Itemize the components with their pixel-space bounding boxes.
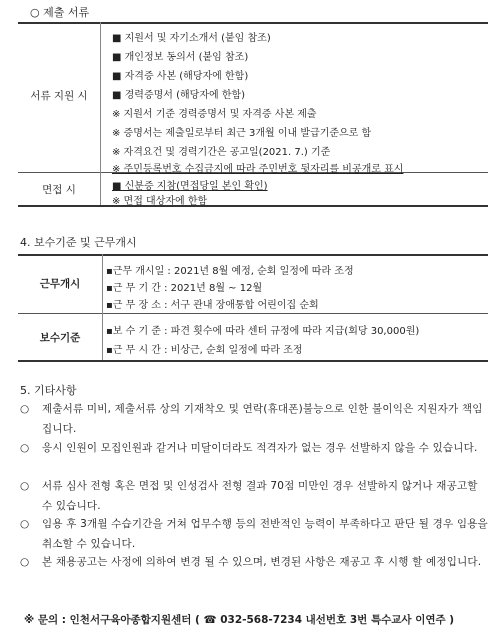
table-row-divider: [18, 313, 488, 314]
etc-item-text: 응시 인원이 모집인원과 같거나 미달이더라도 적격자가 없는 경우 선발하지 않을 수 있습니다.: [42, 442, 478, 454]
doc-line: ■ 자격증 사본 (해당자에 한함): [112, 71, 249, 82]
section5-header: 5. 기타사항: [20, 384, 77, 397]
table-column-divider: [100, 22, 101, 205]
doc-note-privacy: ※ 주민등록번호 수집금지에 따라 주민번호 뒷자리를 비공개로 표시: [112, 164, 404, 175]
doc-line: ■ 개인정보 동의서 (붙임 참조): [112, 52, 249, 63]
work-line: ▪근무 개시일 : 2021년 8월 예정, 순회 일정에 따라 조정: [106, 266, 354, 277]
etc-item: [20, 553, 488, 573]
table-column-divider: [102, 254, 103, 360]
submission-documents-header: ○ 제출 서류: [30, 6, 90, 19]
etc-item-text: 임용 후 3개월 수습기간을 거쳐 업무수행 등의 전반적인 능력이 부족하다고 판단 될 경우 임용을 취소할 수 있습니다.: [42, 518, 488, 550]
doc-note: ※ 지원서 기준 경력증명서 및 자격증 사본 제출: [112, 109, 317, 120]
interview-note: ※ 면접 대상자에 한함: [112, 196, 208, 207]
row-label-interview: 면접 시: [42, 184, 76, 196]
contact-info: ※ 문의 : 인천서구육아종합지원센터 ( ☎ 032-568-7234 내선번호 3번 특수교사 이연주 ): [24, 614, 455, 626]
table-top-border: [18, 254, 488, 256]
etc-item-text: 제출서류 미비, 제출서류 상의 기재착오 및 연락(휴대폰)불능으로 인한 불이익은 지원자가 책임집니다.: [42, 403, 483, 435]
table-top-border: [18, 22, 488, 24]
work-line: ▪근 무 기 간 : 2021년 8월 ~ 12월: [106, 283, 263, 294]
circle-bullet-icon: ○: [20, 556, 30, 568]
row-label-work-start: 근무개시: [39, 278, 81, 290]
etc-item: [20, 400, 488, 439]
etc-item: [20, 439, 488, 459]
doc-line: ■ 지원서 및 자기소개서 (붙임 참조): [112, 33, 271, 44]
doc-note: ※ 증명서는 제출일로부터 최근 3개월 이내 발급기준으로 함: [112, 128, 372, 139]
etc-item-text: 본 채용공고는 사정에 의하여 변경 될 수 있으며, 변경된 사항은 재공고 후 시행 할 예정입니다.: [42, 556, 482, 568]
interview-line: ■ 신분증 지참(면접당일 본인 확인): [112, 181, 268, 192]
etc-item-text: 서류 심사 전형 혹은 면접 및 인성검사 전형 결과 70점 미만인 경우 선발하지 않거나 재공고할 수 있습니다.: [42, 480, 478, 512]
row-label-pay-standard: 보수기준: [39, 332, 81, 344]
pay-line: ▪근 무 시 간 : 비상근, 순회 일정에 따라 조정: [106, 345, 303, 356]
section4-header: 4. 보수기준 및 근무개시: [20, 236, 137, 249]
circle-bullet-icon: ○: [20, 442, 30, 454]
doc-note: ※ 자격요건 및 경력기간은 공고일(2021. 7.) 기준: [112, 147, 331, 158]
work-line: ▪근 무 장 소 : 서구 관내 장애통합 어린이집 순회: [106, 300, 319, 311]
pay-line: ▪보 수 기 준 : 파견 횟수에 따라 센터 규정에 따라 지급(회당 30,000원): [106, 326, 420, 337]
etc-item: [20, 515, 488, 554]
etc-item: [20, 477, 488, 516]
table-bottom-border: [18, 360, 488, 362]
row-label-document-application: 서류 지원 시: [30, 90, 88, 102]
circle-bullet-icon: ○: [20, 403, 30, 415]
table-bottom-border: [18, 205, 488, 207]
circle-bullet-icon: ○: [20, 480, 30, 492]
doc-line: ■ 경력증명서 (해당자에 한함): [112, 90, 246, 101]
circle-bullet-icon: ○: [20, 518, 30, 530]
